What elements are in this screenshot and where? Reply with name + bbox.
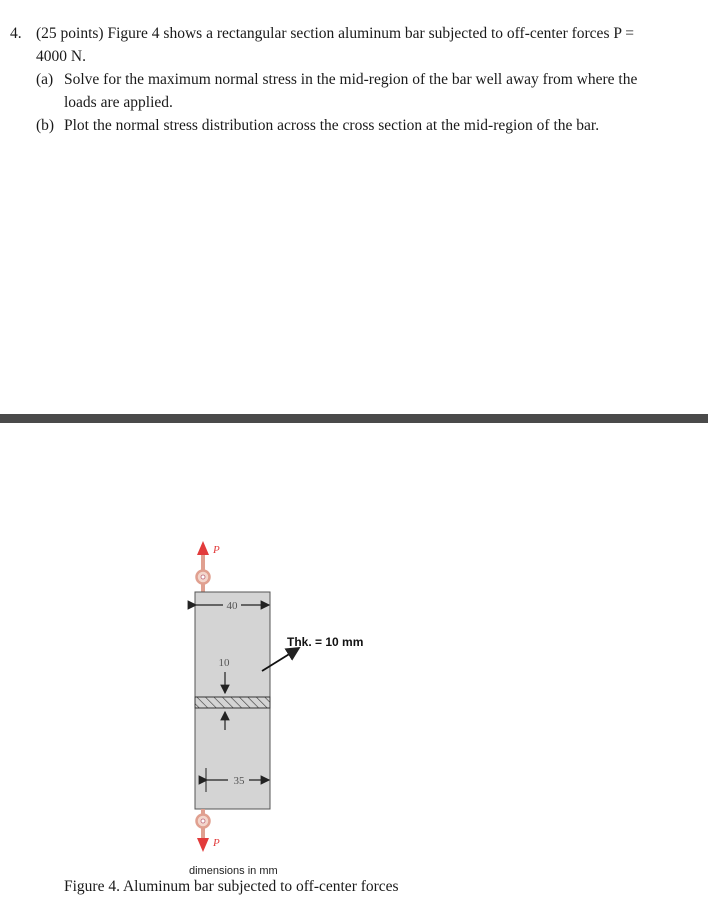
part-a [10, 68, 700, 91]
part-a-text-2: loads are applied. [64, 94, 173, 111]
offset-dimension-label: 35 [233, 775, 245, 787]
bottom-load-label: P [213, 837, 220, 849]
top-load-label: P [213, 544, 220, 556]
part-a-label: (a) [36, 71, 54, 88]
width-dimension-label: 40 [226, 600, 238, 612]
figure-4 [0, 423, 708, 911]
problem-number: 4. [10, 25, 22, 42]
thickness-note: Thk. = 10 mm [287, 635, 364, 649]
part-b [10, 114, 700, 137]
problem-line-2: 4000 N. [36, 48, 86, 65]
hatched-section [195, 697, 270, 708]
top-pin [197, 571, 210, 593]
figure-caption: Figure 4. Aluminum bar subjected to off-center forces [64, 878, 399, 895]
problem-statement [10, 22, 700, 137]
part-a-text-1: Solve for the maximum normal stress in the mid-region of the bar well away from where the [64, 71, 638, 88]
section-divider [0, 414, 708, 423]
part-b-text-1: Plot the normal stress distribution across the cross section at the mid-region of the bar. [64, 117, 600, 134]
bottom-force-arrow [197, 827, 209, 852]
problem-line-1 [10, 22, 700, 45]
part-b-label: (b) [36, 117, 55, 134]
problem-text-1: (25 points) Figure 4 shows a rectangular section aluminum bar subjected to off-center forces P = [36, 25, 635, 42]
bar-diagram [0, 423, 708, 911]
top-force-arrow [197, 541, 209, 571]
units-note: dimensions in mm [189, 865, 278, 877]
bottom-pin [197, 809, 210, 828]
notch-dimension-label: 10 [218, 657, 230, 669]
